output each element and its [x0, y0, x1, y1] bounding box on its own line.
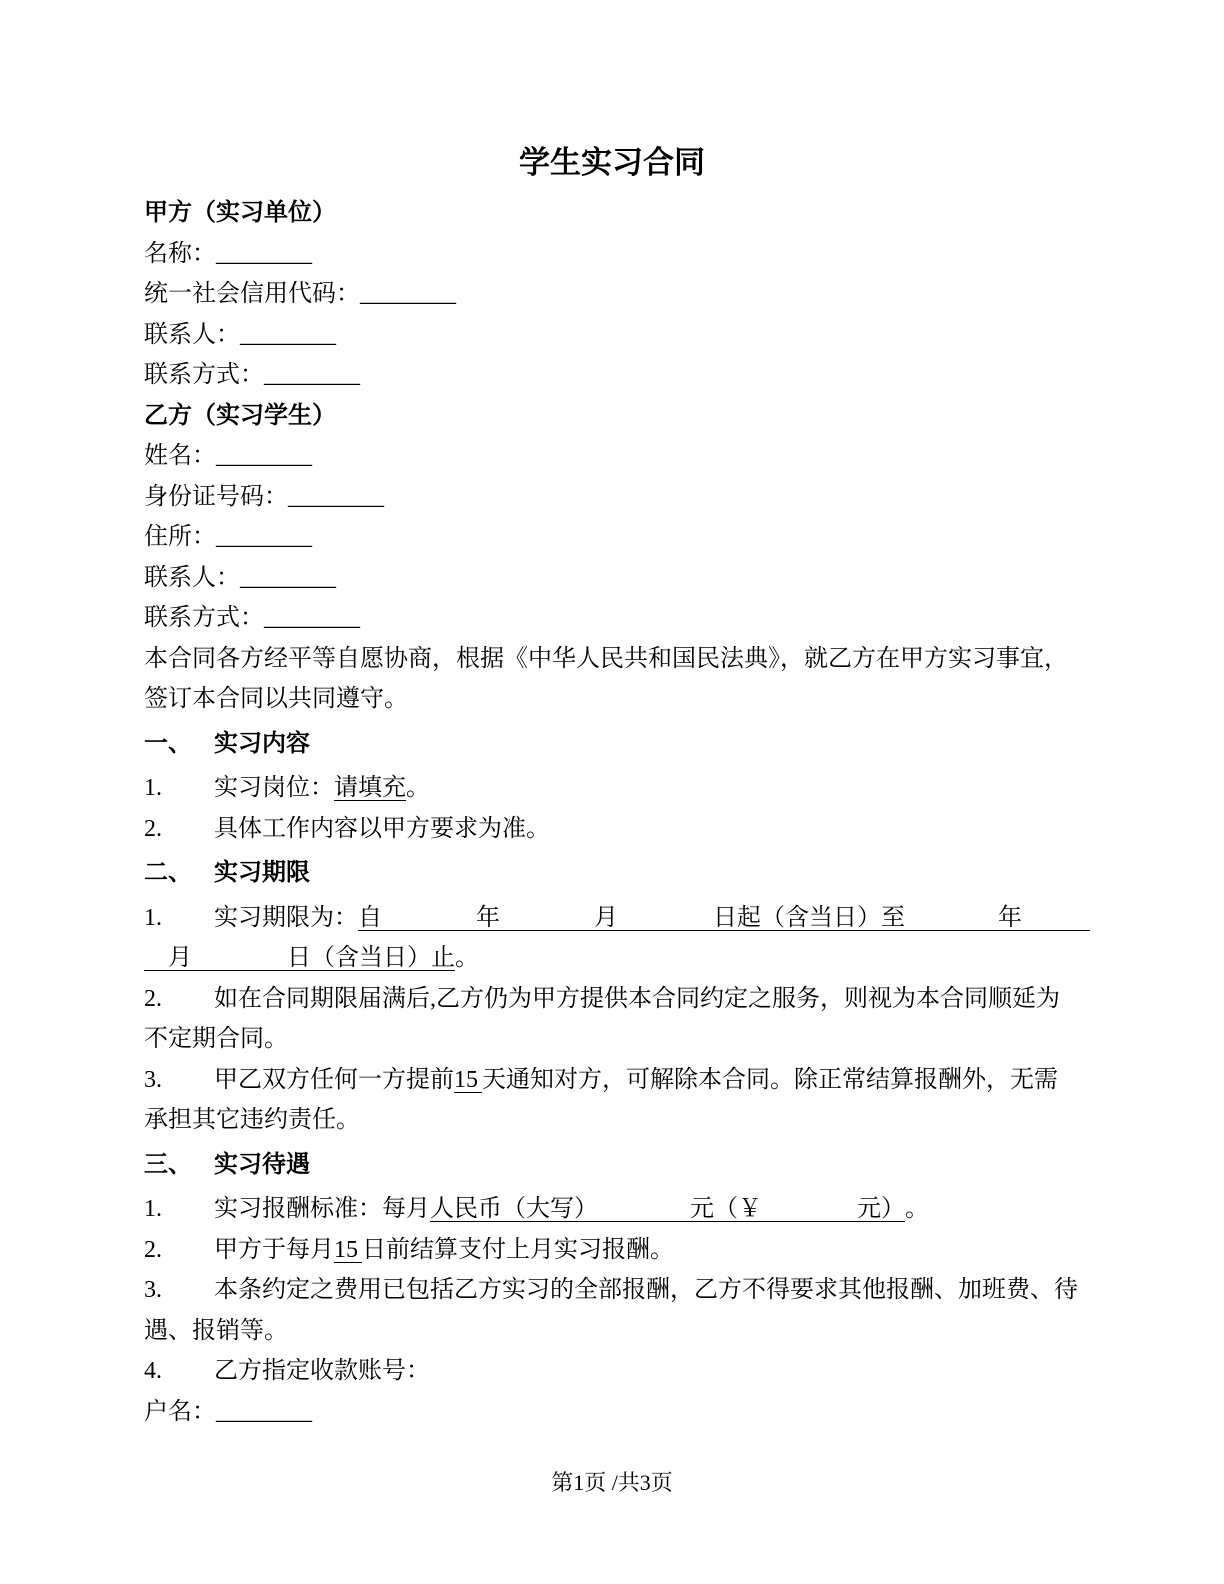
blank-start-year: [382, 924, 476, 925]
blank-end-month-part-1: [1022, 924, 1090, 925]
preamble-line-1: 本合同各方经平等自愿协商，根据《中华人民共和国民法典》，就乙方在甲方实习事宜，: [144, 645, 1068, 672]
field-blank: ________: [264, 605, 360, 631]
section-heading-compensation: [144, 1145, 1104, 1186]
section-number: 二、: [144, 860, 192, 886]
term-item-2-line-1: [144, 979, 1104, 1020]
item-number: 2.: [144, 1236, 162, 1263]
content-item-1: [144, 768, 1104, 809]
field-label: 住所：: [144, 524, 216, 550]
item-text: 日前结算支付上月实习报酬。: [362, 1236, 674, 1263]
term-start-year-unit: 年: [476, 904, 500, 931]
section-title: 实习待遇: [214, 1151, 310, 1178]
term-item-1-line-1: [144, 898, 1104, 939]
field-label: 联系人：: [144, 321, 240, 348]
blank-start-month: [500, 924, 594, 925]
party-a-contact-person-field: [144, 315, 1104, 356]
field-blank: ________: [240, 564, 336, 591]
term-item-3-line-2: 承担其它违约责任。: [144, 1107, 360, 1133]
content-item-2: [144, 809, 1104, 850]
field-label: 联系人：: [144, 564, 240, 591]
item-text: 本条约定之费用已包括乙方实习的全部报酬，乙方不得要求其他报酬、加班费、待: [214, 1277, 1078, 1303]
field-label: 姓名：: [144, 443, 216, 469]
field-label: 统一社会信用代码：: [144, 281, 360, 307]
blank-end-day: [192, 964, 287, 965]
party-b-heading: 乙方（实习学生）: [144, 402, 336, 429]
section-number: 一、: [144, 730, 192, 757]
field-blank: ________: [264, 362, 360, 388]
party-b-address-field: [144, 517, 1104, 558]
party-b-name-field: [144, 436, 1104, 477]
term-start-from: 自: [358, 904, 382, 931]
field-label: 联系方式：: [144, 605, 264, 631]
item-number: 4.: [144, 1358, 162, 1384]
notice-days-underline: [454, 1068, 482, 1093]
field-label: 身份证号码：: [144, 483, 288, 510]
section-title: 实习内容: [214, 730, 310, 757]
item-suffix: 。: [406, 775, 430, 801]
term-period-underline-continued: [144, 946, 455, 971]
blank-start-day: [618, 924, 713, 925]
field-blank: ________: [360, 281, 456, 307]
item-prefix: 实习报酬标准：每月: [214, 1196, 430, 1222]
party-a-heading: 甲方（实习单位）: [144, 200, 336, 226]
item-number: 2.: [144, 815, 162, 842]
blank-end-month-part-2: [144, 964, 168, 965]
salary-currency-upper: 人民币（大写）: [430, 1196, 598, 1222]
term-end-day-unit: 日（含当日）止: [287, 945, 455, 971]
compensation-item-3-line-1: [144, 1270, 1104, 1311]
item-number: 1.: [144, 904, 162, 931]
field-blank: ________: [216, 443, 312, 469]
compensation-item-4: [144, 1351, 1104, 1392]
party-a-credit-code-field: [144, 274, 1104, 315]
compensation-item-1: [144, 1189, 1104, 1230]
field-label: 联系方式：: [144, 362, 264, 388]
field-label: 名称：: [144, 240, 216, 267]
compensation-item-3-line-2: 遇、报销等。: [144, 1317, 288, 1344]
blank-amount-number: [762, 1215, 857, 1216]
item-number: 2.: [144, 985, 162, 1012]
party-a-name-field: [144, 234, 1104, 275]
party-b-contact-method-field: [144, 598, 1104, 639]
party-a-contact-method-field: [144, 355, 1104, 396]
account-name-field: [144, 1392, 1104, 1433]
salary-amount-underline: [430, 1197, 905, 1222]
blank-amount-upper: [598, 1215, 690, 1216]
item-number: 3.: [144, 1277, 162, 1303]
salary-unit-end: 元）: [857, 1196, 905, 1222]
section-heading-content: [144, 724, 1104, 765]
term-end-year-unit: 年: [998, 904, 1022, 931]
item-suffix: 。: [455, 945, 479, 971]
term-item-2-line-2: 不定期合同。: [144, 1026, 288, 1052]
notice-days-value: 15: [454, 1066, 478, 1093]
term-item-1-line-2: [144, 938, 1104, 979]
item-prefix: 甲乙双方任何一方提前: [214, 1066, 454, 1093]
document-title: 学生实习合同: [519, 145, 705, 180]
document-body: [144, 138, 1104, 1432]
item-number: 1.: [144, 1196, 162, 1222]
field-blank: ________: [216, 1398, 312, 1425]
item-suffix: 。: [905, 1196, 929, 1222]
item-text: 乙方指定收款账号：: [214, 1358, 430, 1384]
field-label: 户名：: [144, 1398, 216, 1425]
term-start-month-unit: 月: [594, 904, 618, 931]
position-value: 请填充: [334, 775, 406, 801]
term-end-month-unit: 月: [168, 945, 192, 971]
preamble-line-2: 签订本合同以共同遵守。: [144, 686, 408, 712]
item-text: 天通知对方，可解除本合同。除正常结算报酬外，无需: [482, 1066, 1058, 1093]
blank-end-year: [905, 924, 998, 925]
salary-unit-mid: 元（￥: [690, 1196, 762, 1222]
item-prefix: 甲方于每月: [214, 1236, 334, 1263]
item-number: 1.: [144, 775, 162, 801]
item-prefix: 实习岗位：: [214, 775, 334, 801]
party-b-contact-person-field: [144, 558, 1104, 599]
section-number: 三、: [144, 1151, 192, 1178]
party-b-id-number-field: [144, 477, 1104, 518]
field-blank: ________: [240, 321, 336, 348]
item-number: 3.: [144, 1066, 162, 1093]
pay-day-underline: [334, 1238, 362, 1263]
compensation-item-2: [144, 1230, 1104, 1271]
pay-day-value: 15: [334, 1236, 358, 1263]
section-title: 实习期限: [214, 860, 310, 886]
item-text: 如在合同期限届满后,乙方仍为甲方提供本合同约定之服务，则视为本合同顺延为: [214, 985, 1060, 1012]
item-prefix: 实习期限为：: [214, 904, 358, 931]
item-text: 具体工作内容以甲方要求为准。: [214, 815, 550, 842]
term-period-underline: [358, 906, 1090, 931]
field-blank: ________: [216, 524, 312, 550]
term-item-3-line-1: [144, 1060, 1104, 1101]
page-footer: 第1页 /共3页: [551, 1470, 673, 1495]
field-blank: ________: [216, 240, 312, 267]
term-start-day-unit: 日起（含当日）至: [713, 904, 905, 931]
field-blank: ________: [288, 483, 384, 510]
section-heading-term: [144, 853, 1104, 894]
position-underline: [334, 776, 406, 801]
